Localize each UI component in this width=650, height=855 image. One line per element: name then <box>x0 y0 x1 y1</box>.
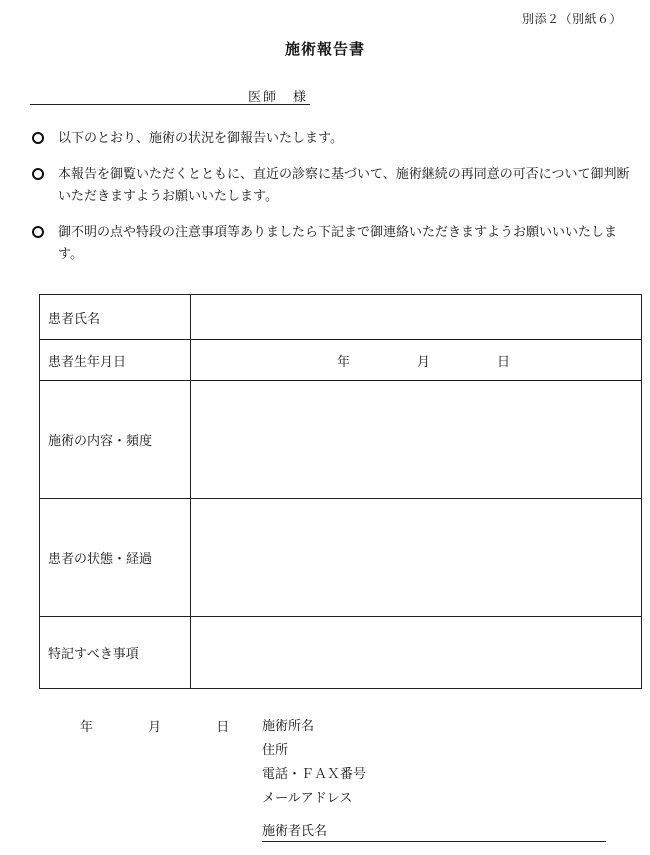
report-table <box>39 294 642 689</box>
treatment-field[interactable] <box>191 381 642 499</box>
table-row <box>40 499 642 617</box>
document-title: 施術報告書 <box>284 40 365 58</box>
circle-bullet-icon <box>32 132 44 144</box>
patient-name-field[interactable] <box>191 295 642 340</box>
phone-fax-label: 電話・ＦＡＸ番号 <box>262 767 367 782</box>
table-row <box>40 340 642 381</box>
notice-item <box>30 164 630 208</box>
notice-item <box>30 222 630 266</box>
notice-text: 御不明の点や特段の注意事項等ありましたら下記まで御連絡いただきますようお願いいいたします。 <box>58 225 618 262</box>
table-row <box>40 617 642 689</box>
email-label: メールアドレス <box>262 791 353 806</box>
condition-label: 患者の状態・経過 <box>40 499 191 617</box>
birthdate-label: 患者生年月日 <box>40 340 191 381</box>
clinic-name-label: 施術所名 <box>262 719 315 734</box>
birth-day-unit: 日 <box>497 354 511 370</box>
birthdate-field[interactable] <box>191 340 642 381</box>
practitioner-name-field[interactable] <box>262 820 606 842</box>
address-label: 住所 <box>262 743 289 758</box>
notice-list <box>30 128 630 280</box>
table-row <box>40 381 642 499</box>
table-row <box>40 295 642 340</box>
treatment-label: 施術の内容・頻度 <box>40 381 191 499</box>
patient-name-label: 患者氏名 <box>40 295 191 340</box>
report-day-unit: 日 <box>216 720 230 735</box>
birth-month-unit: 月 <box>417 354 431 370</box>
birth-year-unit: 年 <box>337 354 351 370</box>
notice-text: 本報告を御覧いただくとともに、直近の診察に基づいて、施術継続の再同意の可否について御判断いただきますようお願いいたします。 <box>58 167 630 204</box>
clinic-info <box>262 715 366 811</box>
practitioner-name-label: 施術者氏名 <box>262 824 328 839</box>
report-year-unit: 年 <box>80 720 94 735</box>
circle-bullet-icon <box>32 168 44 180</box>
notes-field[interactable] <box>191 617 642 689</box>
notes-label: 特記すべき事項 <box>40 617 191 689</box>
doctor-suffix: 医師 様 <box>248 90 309 105</box>
attachment-label: 別添２（別紙６） <box>521 12 622 26</box>
circle-bullet-icon <box>32 226 44 238</box>
condition-field[interactable] <box>191 499 642 617</box>
notice-item <box>30 128 630 150</box>
report-date <box>80 716 280 735</box>
report-month-unit: 月 <box>148 720 162 735</box>
notice-text: 以下のとおり、施術の状況を御報告いたします。 <box>58 131 343 146</box>
